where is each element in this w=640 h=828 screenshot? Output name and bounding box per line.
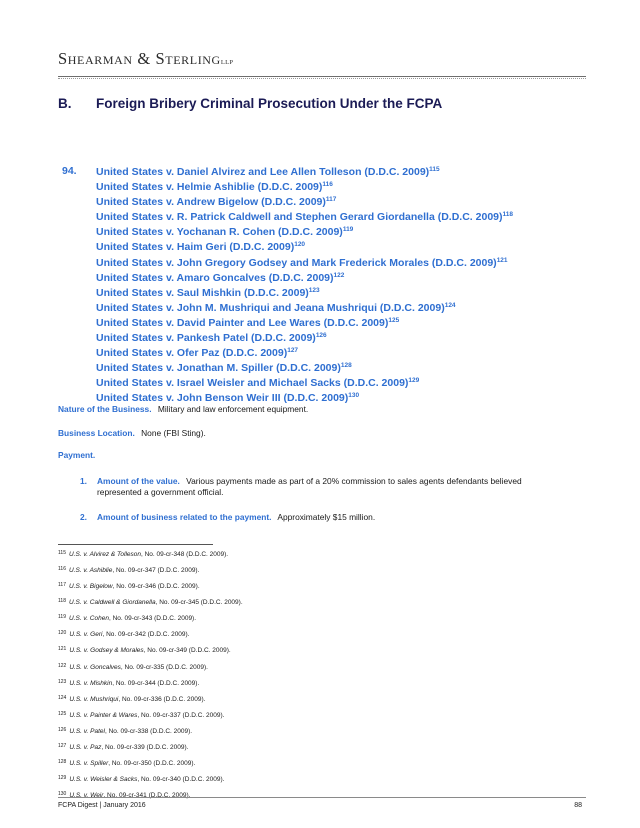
footnote bbox=[58, 626, 243, 642]
footnote-citation: , No. 09-cr-349 (D.D.C. 2009). bbox=[143, 647, 231, 655]
section-letter: B. bbox=[58, 96, 72, 111]
nature-label: Nature of the Business. bbox=[58, 404, 152, 414]
footnote-case-name: U.S. v. Weisler & Sacks bbox=[69, 776, 138, 784]
footnote-citation: , No. 09-cr-337 (D.D.C. 2009). bbox=[137, 711, 225, 719]
footnote bbox=[58, 562, 243, 578]
footer-publication: FCPA Digest | January 2016 bbox=[58, 802, 146, 809]
case-footnote-ref[interactable]: 118 bbox=[502, 211, 514, 219]
footnote-number: 128 bbox=[58, 759, 67, 766]
footnote-number: 117 bbox=[58, 582, 66, 589]
payment-item-body bbox=[97, 512, 567, 523]
payment-item-label: Amount of business related to the payment. bbox=[97, 512, 272, 522]
header-rule bbox=[58, 76, 586, 79]
section-title: Foreign Bribery Criminal Prosecution Under the FCPA bbox=[96, 96, 443, 111]
footnote-case-name: U.S. v. Weir bbox=[69, 792, 104, 800]
case-title bbox=[96, 165, 513, 180]
case-title-text: United States v. John Gregory Godsey and Mark Frederick Morales (D.D.C. 2009) bbox=[96, 256, 497, 269]
footnote-case-name: U.S. v. Spiller bbox=[69, 760, 109, 768]
case-footnote-ref[interactable]: 122 bbox=[333, 271, 345, 279]
case-title bbox=[96, 376, 513, 391]
footnote-list bbox=[58, 546, 243, 803]
location-value: None (FBI Sting). bbox=[141, 428, 206, 438]
footnote bbox=[58, 659, 243, 675]
case-title-text: United States v. R. Patrick Caldwell and Stephen Gerard Giordanella (D.D.C. 2009) bbox=[96, 211, 503, 224]
footnote-citation: , No. 09-cr-343 (D.D.C. 2009). bbox=[108, 615, 197, 623]
case-title bbox=[96, 195, 513, 210]
footnote-case-name: U.S. v. Painter & Wares bbox=[69, 711, 138, 719]
footnote-case-name: U.S. v. Geri bbox=[69, 631, 103, 639]
case-title-text: United States v. David Painter and Lee Wares (D.D.C. 2009) bbox=[96, 316, 389, 329]
footnote-number: 118 bbox=[58, 598, 66, 605]
payment-item-number: 1. bbox=[80, 476, 87, 486]
case-title bbox=[96, 286, 513, 301]
page-number: 88 bbox=[574, 802, 582, 809]
payment-heading bbox=[58, 450, 99, 460]
case-title-text: United States v. Haim Geri (D.D.C. 2009) bbox=[96, 241, 295, 254]
case-list bbox=[96, 165, 513, 407]
case-title-text: United States v. Daniel Alvirez and Lee Allen Tolleson (D.D.C. 2009) bbox=[96, 166, 430, 178]
footnote bbox=[58, 642, 243, 658]
footnote-number: 115 bbox=[58, 550, 66, 556]
footnote bbox=[58, 739, 243, 755]
case-title-text: United States v. Helmie Ashiblie (D.D.C. 2009) bbox=[96, 181, 323, 194]
case-title-text: United States v. Pankesh Patel (D.D.C. 2009) bbox=[96, 332, 316, 345]
footnote bbox=[58, 723, 243, 739]
footnote-case-name: U.S. v. Bigelow bbox=[68, 583, 113, 591]
case-title bbox=[96, 256, 513, 271]
footnote-number: 125 bbox=[58, 710, 67, 717]
case-title-text: United States v. Andrew Bigelow (D.D.C. 2009) bbox=[96, 196, 326, 209]
firm-logo bbox=[58, 49, 233, 69]
case-footnote-ref[interactable]: 121 bbox=[496, 256, 508, 264]
footnote-citation: , No. 09-cr-338 (D.D.C. 2009). bbox=[105, 727, 193, 735]
footnote bbox=[58, 691, 243, 707]
business-location bbox=[58, 428, 206, 438]
case-title bbox=[96, 240, 513, 255]
case-footnote-ref[interactable]: 128 bbox=[340, 362, 352, 370]
footnote bbox=[58, 787, 243, 803]
footnote-number: 130 bbox=[58, 791, 67, 798]
case-footnote-ref[interactable]: 119 bbox=[342, 226, 354, 234]
case-footnote-ref[interactable]: 130 bbox=[348, 392, 360, 400]
footnote-citation: , No. 09-cr-348 (D.D.C. 2009). bbox=[141, 551, 229, 558]
footnote-number: 127 bbox=[58, 742, 67, 749]
payment-item-label: Amount of the value. bbox=[97, 476, 180, 486]
footnote-number: 123 bbox=[58, 678, 67, 685]
footnote bbox=[58, 755, 243, 771]
case-footnote-ref[interactable]: 129 bbox=[408, 377, 420, 385]
case-title bbox=[96, 331, 513, 346]
footnote-number: 121 bbox=[58, 646, 67, 653]
case-title-text: United States v. John Benson Weir III (D.D.C. 2009) bbox=[96, 392, 349, 405]
case-footnote-ref[interactable]: 126 bbox=[315, 332, 327, 340]
footnote bbox=[58, 546, 243, 562]
footnote-case-name: U.S. v. Caldwell & Giordanella bbox=[68, 599, 156, 607]
case-title bbox=[96, 346, 513, 361]
case-footnote-ref[interactable]: 123 bbox=[308, 286, 320, 294]
case-title-text: United States v. Yochanan R. Cohen (D.D.C. 2009) bbox=[96, 226, 343, 239]
case-footnote-ref[interactable]: 115 bbox=[429, 166, 440, 173]
footnote-citation: , No. 09-cr-340 (D.D.C. 2009). bbox=[137, 776, 225, 784]
case-title-text: United States v. Ofer Paz (D.D.C. 2009) bbox=[96, 347, 288, 360]
case-title bbox=[96, 271, 513, 286]
case-footnote-ref[interactable]: 116 bbox=[322, 181, 333, 189]
payment-item-text: Various payments made as part of a 20% commission to sales agents defendants believed represented a government official. bbox=[97, 476, 522, 497]
payment-item-number: 2. bbox=[80, 512, 87, 522]
case-title-text: United States v. Jonathan M. Spiller (D.D.C. 2009) bbox=[96, 362, 341, 375]
footnote-number: 129 bbox=[58, 775, 67, 782]
footnote-case-name: U.S. v. Goncalves bbox=[69, 663, 121, 671]
case-title-text: United States v. John M. Mushriqui and Jeana Mushriqui (D.D.C. 2009) bbox=[96, 301, 445, 314]
footnote-number: 120 bbox=[58, 630, 67, 637]
case-footnote-ref[interactable]: 117 bbox=[325, 196, 337, 204]
case-title-text: United States v. Saul Mishkin (D.D.C. 2009) bbox=[96, 286, 309, 299]
footnote-number: 122 bbox=[58, 662, 67, 669]
footnote bbox=[58, 707, 243, 723]
payment-item-body bbox=[97, 476, 567, 498]
footnote-case-name: U.S. v. Paz bbox=[69, 743, 102, 751]
footnote bbox=[58, 610, 243, 626]
case-footnote-ref[interactable]: 120 bbox=[294, 241, 306, 249]
case-title-text: United States v. Israel Weisler and Michael Sacks (D.D.C. 2009) bbox=[96, 377, 409, 390]
nature-value: Military and law enforcement equipment. bbox=[157, 404, 309, 414]
case-title bbox=[96, 316, 513, 331]
firm-suffix: LLP bbox=[220, 59, 234, 66]
case-title-text: United States v. Amaro Goncalves (D.D.C. 2009) bbox=[96, 271, 334, 284]
case-title bbox=[96, 361, 513, 376]
footnote-case-name: U.S. v. Mishkin bbox=[69, 679, 113, 687]
footnote bbox=[58, 675, 243, 691]
payment-label: Payment. bbox=[58, 450, 96, 460]
location-label: Business Location. bbox=[58, 428, 135, 438]
footnote-citation: , No. 09-cr-350 (D.D.C. 2009). bbox=[108, 760, 196, 768]
footnote-number: 124 bbox=[58, 694, 67, 701]
footnote-citation: , No. 09-cr-344 (D.D.C. 2009). bbox=[112, 679, 200, 687]
payment-item-text: Approximately $15 million. bbox=[277, 512, 376, 522]
footer-rule bbox=[58, 797, 586, 798]
footnote-citation: , No. 09-cr-347 (D.D.C. 2009). bbox=[112, 567, 200, 575]
footnote-case-name: U.S. v. Mushriqui bbox=[69, 695, 119, 703]
footnote-case-name: U.S. v. Cohen bbox=[68, 615, 109, 623]
footnote-case-name: U.S. v. Patel bbox=[69, 727, 105, 735]
footnote-citation: , No. 09-cr-346 (D.D.C. 2009). bbox=[112, 583, 200, 591]
nature-of-business bbox=[58, 404, 308, 414]
footnote bbox=[58, 578, 243, 594]
case-title bbox=[96, 225, 513, 240]
footnote-number: 126 bbox=[58, 726, 67, 733]
case-footnote-ref[interactable]: 125 bbox=[388, 316, 400, 324]
case-title bbox=[96, 180, 513, 195]
case-title bbox=[96, 210, 513, 225]
footnote-citation: , No. 09-cr-336 (D.D.C. 2009). bbox=[118, 695, 206, 703]
footnote-number: 119 bbox=[58, 614, 66, 621]
footnote bbox=[58, 594, 243, 610]
footnote-citation: , No. 09-cr-345 (D.D.C. 2009). bbox=[155, 599, 243, 607]
footnote-rule bbox=[58, 544, 213, 545]
footnote-number: 116 bbox=[58, 566, 66, 573]
case-title bbox=[96, 301, 513, 316]
footnote-case-name: U.S. v. Alvirez & Tolleson bbox=[68, 551, 141, 558]
case-footnote-ref[interactable]: 127 bbox=[287, 347, 299, 355]
footnote-citation: , No. 09-cr-335 (D.D.C. 2009). bbox=[120, 663, 208, 671]
firm-name: Shearman & Sterling bbox=[58, 49, 221, 68]
case-footnote-ref[interactable]: 124 bbox=[444, 301, 456, 309]
footnote-case-name: U.S. v. Ashiblie bbox=[68, 567, 113, 575]
footnote-citation: , No. 09-cr-342 (D.D.C. 2009). bbox=[102, 631, 190, 639]
footnote-case-name: U.S. v. Godsey & Morales bbox=[69, 647, 144, 655]
footnote-citation: , No. 09-cr-341 (D.D.C. 2009). bbox=[103, 792, 191, 800]
footnote-citation: , No. 09-cr-339 (D.D.C. 2009). bbox=[101, 743, 189, 751]
case-number: 94. bbox=[62, 165, 77, 177]
footnote bbox=[58, 771, 243, 787]
